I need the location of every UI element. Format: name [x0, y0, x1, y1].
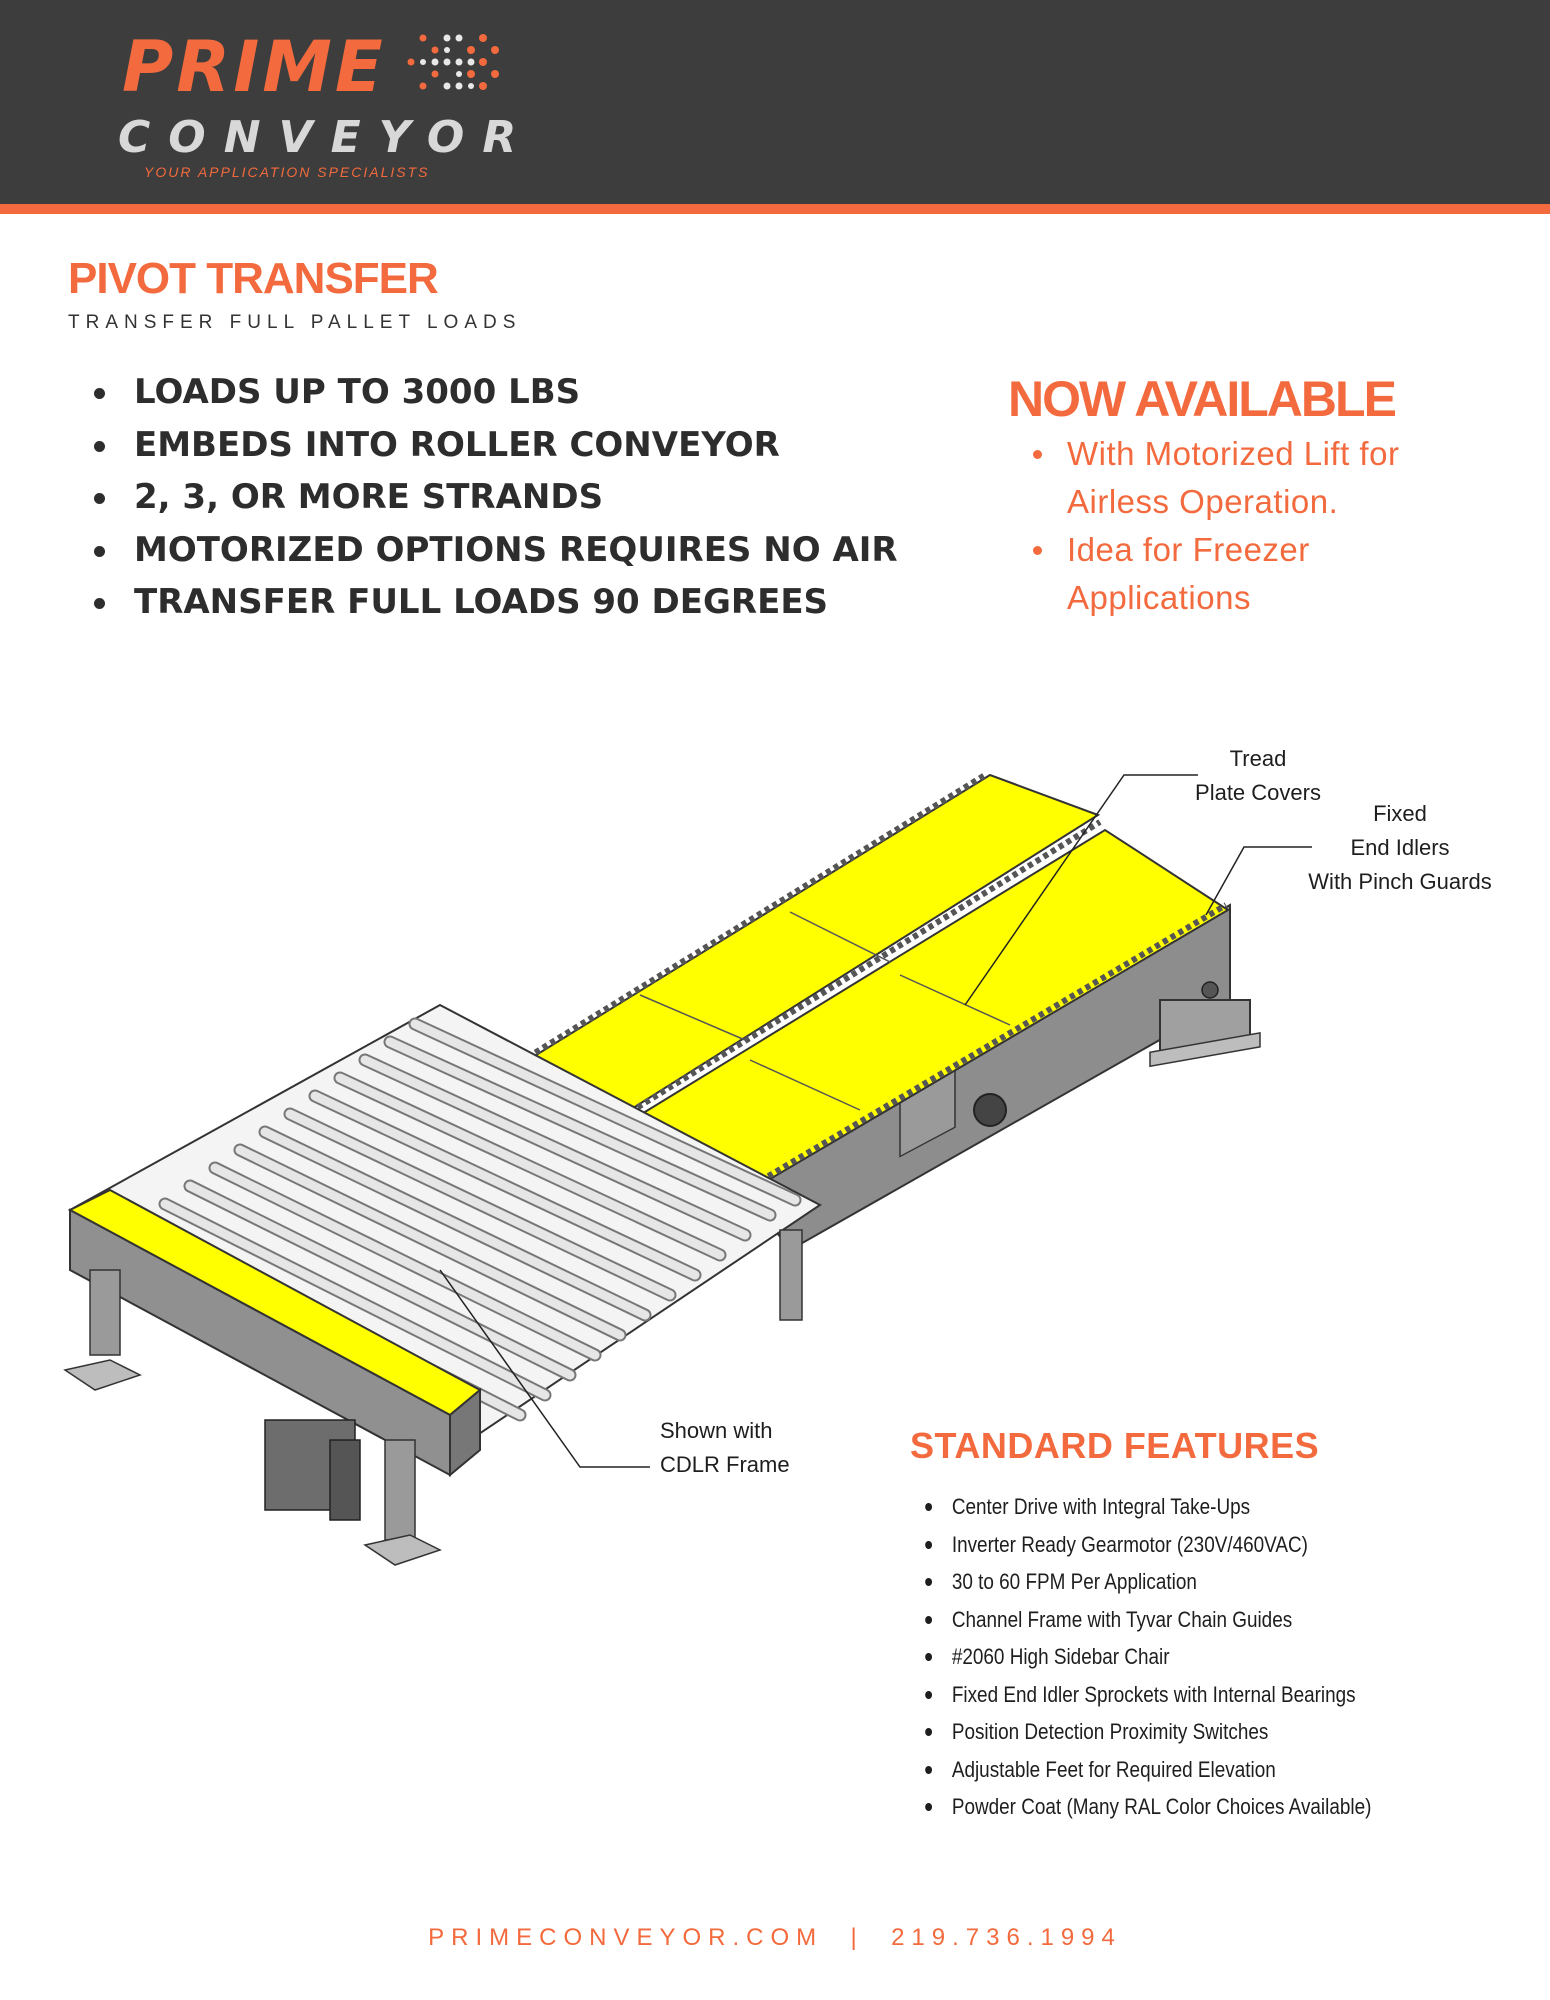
- footer-phone[interactable]: 219.736.1994: [891, 1924, 1122, 1951]
- now-available-item: Idea for Freezer Applications: [1030, 526, 1487, 622]
- callout-fixed-end-idlers: Fixed End Idlers With Pinch Guards: [1308, 801, 1492, 894]
- header-accent-stripe: [0, 204, 1550, 214]
- logo-prime-text: PRIME: [122, 26, 386, 108]
- logo-dots-icon: [368, 26, 508, 106]
- standard-feature-item: Fixed End Idler Sprockets with Internal Bearings: [920, 1677, 1371, 1715]
- now-available-heading: NOW AVAILABLE: [1008, 371, 1395, 427]
- callout-cdlr-frame: Shown with CDLR Frame: [660, 1418, 790, 1477]
- product-title: PIVOT TRANSFER: [68, 254, 438, 303]
- logo-tagline: YOUR APPLICATION SPECIALISTS: [144, 164, 430, 180]
- standard-feature-item: Position Detection Proximity Switches: [920, 1714, 1371, 1752]
- standard-feature-item: 30 to 60 FPM Per Application: [920, 1564, 1371, 1602]
- key-feature-item: EMBEDS INTO ROLLER CONVEYOR: [90, 419, 898, 472]
- now-available-item: With Motorized Lift for Airless Operation.: [1030, 430, 1487, 526]
- prime-conveyor-logo: [118, 26, 535, 186]
- footer-contact: [0, 1924, 1550, 1952]
- standard-feature-item: Powder Coat (Many RAL Color Choices Available): [920, 1789, 1371, 1827]
- key-features-list: [90, 366, 898, 629]
- standard-feature-item: Center Drive with Integral Take-Ups: [920, 1489, 1371, 1527]
- product-subtitle: TRANSFER FULL PALLET LOADS: [68, 312, 522, 333]
- standard-features-list: [920, 1489, 1445, 1827]
- footer-website-link[interactable]: PRIMECONVEYOR.COM: [428, 1924, 824, 1951]
- standard-features-heading: STANDARD FEATURES: [910, 1425, 1320, 1466]
- standard-feature-item: Inverter Ready Gearmotor (230V/460VAC): [920, 1527, 1371, 1565]
- header-bar: [0, 0, 1550, 204]
- logo-conveyor-text: CONVEYOR: [118, 112, 535, 163]
- callout-tread-plate-covers: Tread Plate Covers: [1195, 746, 1321, 805]
- footer-separator: |: [850, 1924, 864, 1951]
- key-feature-item: LOADS UP TO 3000 LBS: [90, 366, 898, 419]
- now-available-list: [1030, 430, 1487, 622]
- standard-feature-item: Channel Frame with Tyvar Chain Guides: [920, 1602, 1371, 1640]
- standard-feature-item: Adjustable Feet for Required Elevation: [920, 1752, 1371, 1790]
- key-feature-item: TRANSFER FULL LOADS 90 DEGREES: [90, 576, 898, 629]
- key-feature-item: 2, 3, OR MORE STRANDS: [90, 471, 898, 524]
- key-feature-item: MOTORIZED OPTIONS REQUIRES NO AIR: [90, 524, 898, 577]
- standard-feature-item: #2060 High Sidebar Chair: [920, 1639, 1371, 1677]
